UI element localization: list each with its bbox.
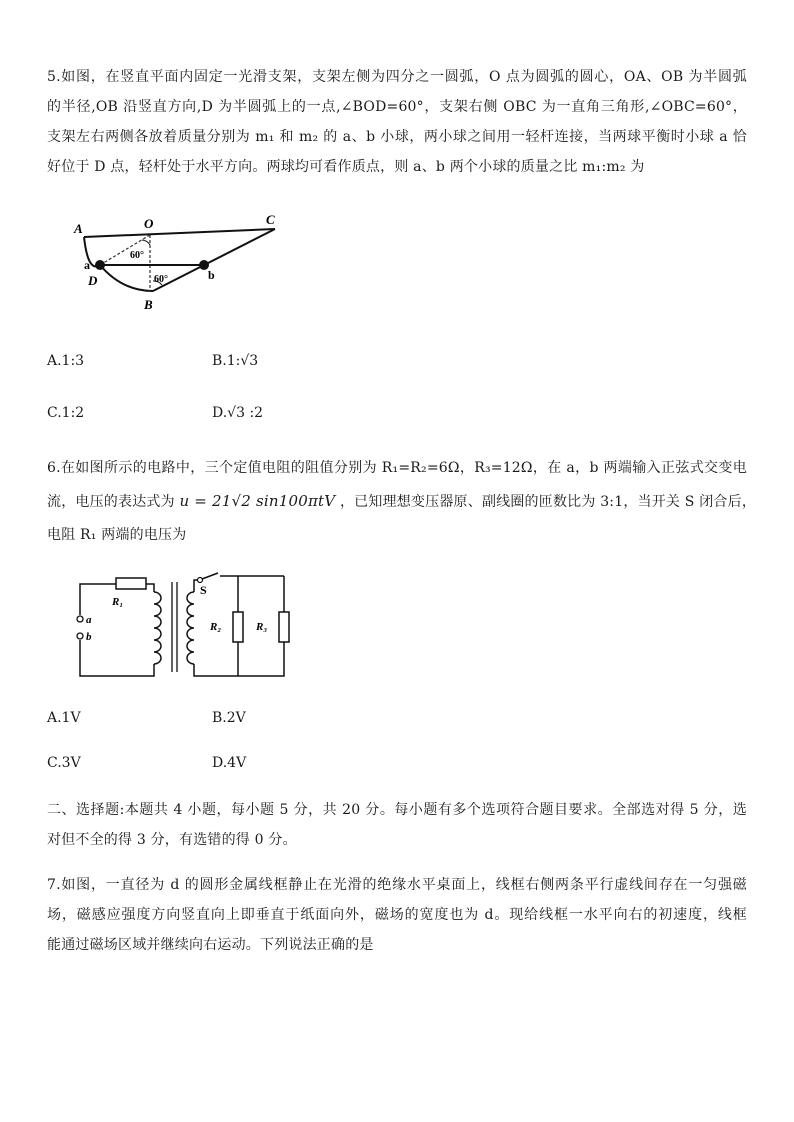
section-2-instructions	[47, 795, 747, 855]
label-D: D	[88, 273, 98, 288]
q6-voltage-formula: u = 21√2 sin100πtV	[179, 492, 336, 510]
switch-pivot	[198, 578, 203, 583]
label-R3: R₃	[256, 621, 268, 633]
label-B: B	[144, 297, 153, 312]
angle-label-2: 60°	[154, 274, 168, 285]
label-b: b	[208, 268, 215, 282]
q6-option-B[interactable]: B.2V	[212, 710, 246, 726]
terminal-a	[77, 616, 83, 622]
q7-line-1: 7.如图，一直径为 d 的圆形金属线框静止在光滑的绝缘水平桌面上，线框右侧两条平行虚线间存在一匀强磁	[47, 877, 747, 893]
label-a: a	[86, 614, 92, 626]
q5-line-1: 5.如图，在竖直平面内固定一光滑支架，支架左侧为四分之一圆弧，O 点为圆弧的圆心，OA、OB 为半圆弧	[47, 69, 747, 85]
section-2-line-1: 二、选择题:本题共 4 小题，每小题 5 分，共 20 分。每小题有多个选项符合题目要求。全部选对得 5 分，选	[47, 802, 747, 818]
q6-line-1: 6.在如图所示的电路中，三个定值电阻的阻值分别为 R₁=R₂=6Ω，R₃=12Ω，在 a，b 两端输入正弦式交变电	[47, 460, 747, 476]
section-2-line-2: 对但不全的得 3 分，有选错的得 0 分。	[47, 832, 297, 848]
angle-arc-O	[142, 240, 150, 245]
wire-secondary-bottom	[194, 642, 284, 676]
q6-option-A[interactable]: A.1V	[47, 710, 81, 726]
q6-option-C[interactable]: C.3V	[47, 755, 81, 771]
label-O: O	[144, 216, 154, 231]
q7-line-3: 能通过磁场区域并继续向右运动。下列说法正确的是	[47, 937, 374, 953]
resistor-R2	[233, 612, 243, 642]
wire-secondary-top	[194, 580, 198, 592]
q5-line-2: 的半径,OB 沿竖直方向,D 为半圆弧上的一点,∠BOD=60°，支架右侧 OBC 为一直角三角形,∠OBC=60°，	[47, 99, 747, 115]
wire-primary-bottom	[80, 640, 154, 676]
terminal-b	[77, 633, 83, 639]
wire-primary-top	[80, 584, 116, 615]
frame-arc-lower	[100, 265, 153, 291]
q5-option-B[interactable]: B.1:√3	[212, 353, 259, 369]
question-7-text	[47, 870, 747, 960]
label-a: a	[84, 258, 90, 272]
label-b: b	[86, 631, 92, 643]
q6-line-3: 电阻 R₁ 两端的电压为	[47, 527, 187, 543]
label-R1: R₁	[112, 596, 124, 608]
label-C: C	[266, 212, 275, 227]
secondary-coil	[187, 592, 194, 664]
label-R2: R₂	[210, 621, 222, 633]
ball-a	[95, 260, 105, 270]
q6-line-2-post: ，已知理想变压器原、副线圈的匝数比为 3:1，当开关 S 闭合后，	[339, 494, 757, 510]
q5-option-D[interactable]: D.√3 :2	[212, 405, 264, 421]
q5-option-C[interactable]: C.1:2	[47, 405, 85, 421]
wire-R1-coil	[146, 584, 154, 592]
q7-line-2: 场，磁感应强度方向竖直向上即垂直于纸面向外，磁场的宽度也为 d。现给线框一水平向右的初速度，线框	[47, 907, 747, 923]
label-A: A	[74, 221, 83, 236]
question-6-text	[47, 452, 757, 552]
q5-figure	[70, 205, 300, 315]
question-5-text	[47, 62, 747, 182]
switch-S[interactable]	[202, 573, 218, 579]
frame-top-edge	[84, 229, 275, 237]
q5-line-4: 好位于 D 点，轻杆处于水平方向。两球均可看作质点，则 a、b 两个小球的质量之比 m₁:m₂ 为	[47, 159, 645, 175]
resistor-R3	[279, 612, 289, 642]
q6-option-D[interactable]: D.4V	[212, 755, 247, 771]
q6-line-2-pre: 流，电压的表达式为	[47, 494, 175, 510]
q5-line-3: 支架左右两侧各放着质量分别为 m₁ 和 m₂ 的 a、b 小球，两小球之间用一轻杆连接，当两球平衡时小球 a 恰	[47, 129, 747, 145]
primary-coil	[154, 592, 161, 664]
q6-circuit-figure	[72, 572, 302, 682]
resistor-R1	[116, 578, 146, 589]
label-S: S	[200, 583, 207, 597]
q5-option-A[interactable]: A.1:3	[47, 353, 85, 369]
angle-label-1: 60°	[130, 250, 144, 261]
